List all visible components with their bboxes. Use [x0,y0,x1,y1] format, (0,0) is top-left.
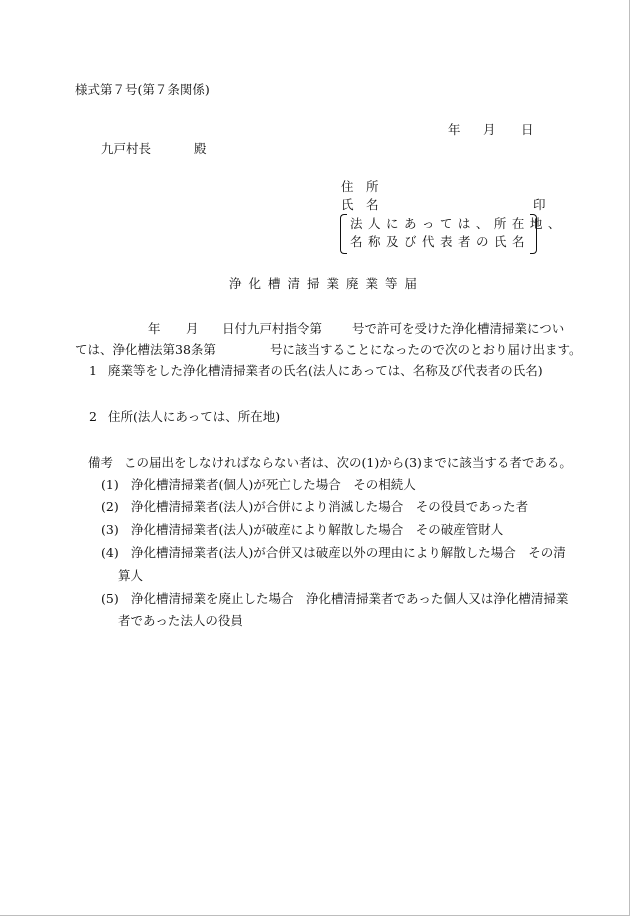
name-label: 氏 名 [341,197,379,212]
address-label: 住 所 [341,179,379,194]
remark-1-number: (1) [101,477,119,492]
remark-1-text: 浄化槽清掃業者(個人)が死亡した場合 その相続人 [131,477,416,492]
item-2-number: 2 [89,409,97,424]
corporate-note-line1: 法人にあっては、所在地、 [350,216,566,231]
body-month-label: 月 [186,321,199,336]
item-1-number: 1 [89,363,97,378]
remarks-intro: この届出をしなければならない者は、次の(1)から(3)までに該当する者である。 [124,455,572,470]
addressee-honorific: 殿 [194,141,207,156]
note-right-bracket [530,214,537,254]
item-2-text: 住所(法人にあっては、所在地) [108,409,281,424]
remark-5-number: (5) [101,591,119,606]
remark-5-continuation: 者であった法人の役員 [118,613,243,628]
body-line1-rest: 号で許可を受けた浄化槽清掃業につい [352,321,565,336]
remark-3-number: (3) [101,522,119,537]
date-day-label: 日 [521,122,534,137]
remark-5-text: 浄化槽清掃業を廃止した場合 浄化槽清掃業者であった個人又は浄化槽清掃業 [131,591,569,606]
date-year-label: 年 [448,122,461,137]
remark-3-text: 浄化槽清掃業者(法人)が破産により解散した場合 その破産管財人 [131,522,504,537]
remark-2-text: 浄化槽清掃業者(法人)が合併により消滅した場合 その役員であった者 [131,499,529,514]
remark-2-number: (2) [101,499,119,514]
body-year-label: 年 [148,321,161,336]
note-left-bracket [340,214,347,254]
remark-4-continuation: 算人 [118,568,144,583]
remarks-label: 備考 [88,455,114,470]
remark-4-text: 浄化槽清掃業者(法人)が合併又は破産以外の理由により解散した場合 その清 [131,545,566,560]
form-number: 様式第７号(第７条関係) [75,82,210,97]
document-title: 浄化槽清掃業廃業等届 [229,276,425,291]
item-1-text: 廃業等をした浄化槽清掃業者の氏名(法人にあっては、名称及び代表者の氏名) [108,363,543,378]
corporate-note-line2: 名称及び代表者の氏名 [350,234,531,249]
remark-4-number: (4) [101,545,119,560]
date-month-label: 月 [483,122,496,137]
addressee-name: 九戸村長 [101,141,152,156]
body-line2-rest: 号に該当することになったので次のとおり届け出ます。 [270,342,582,357]
body-line2-start: ては、浄化槽法第38条第 [75,342,216,357]
seal-mark: 印 [533,197,546,212]
body-date-reference: 日付九戸村指令第 [222,321,323,336]
